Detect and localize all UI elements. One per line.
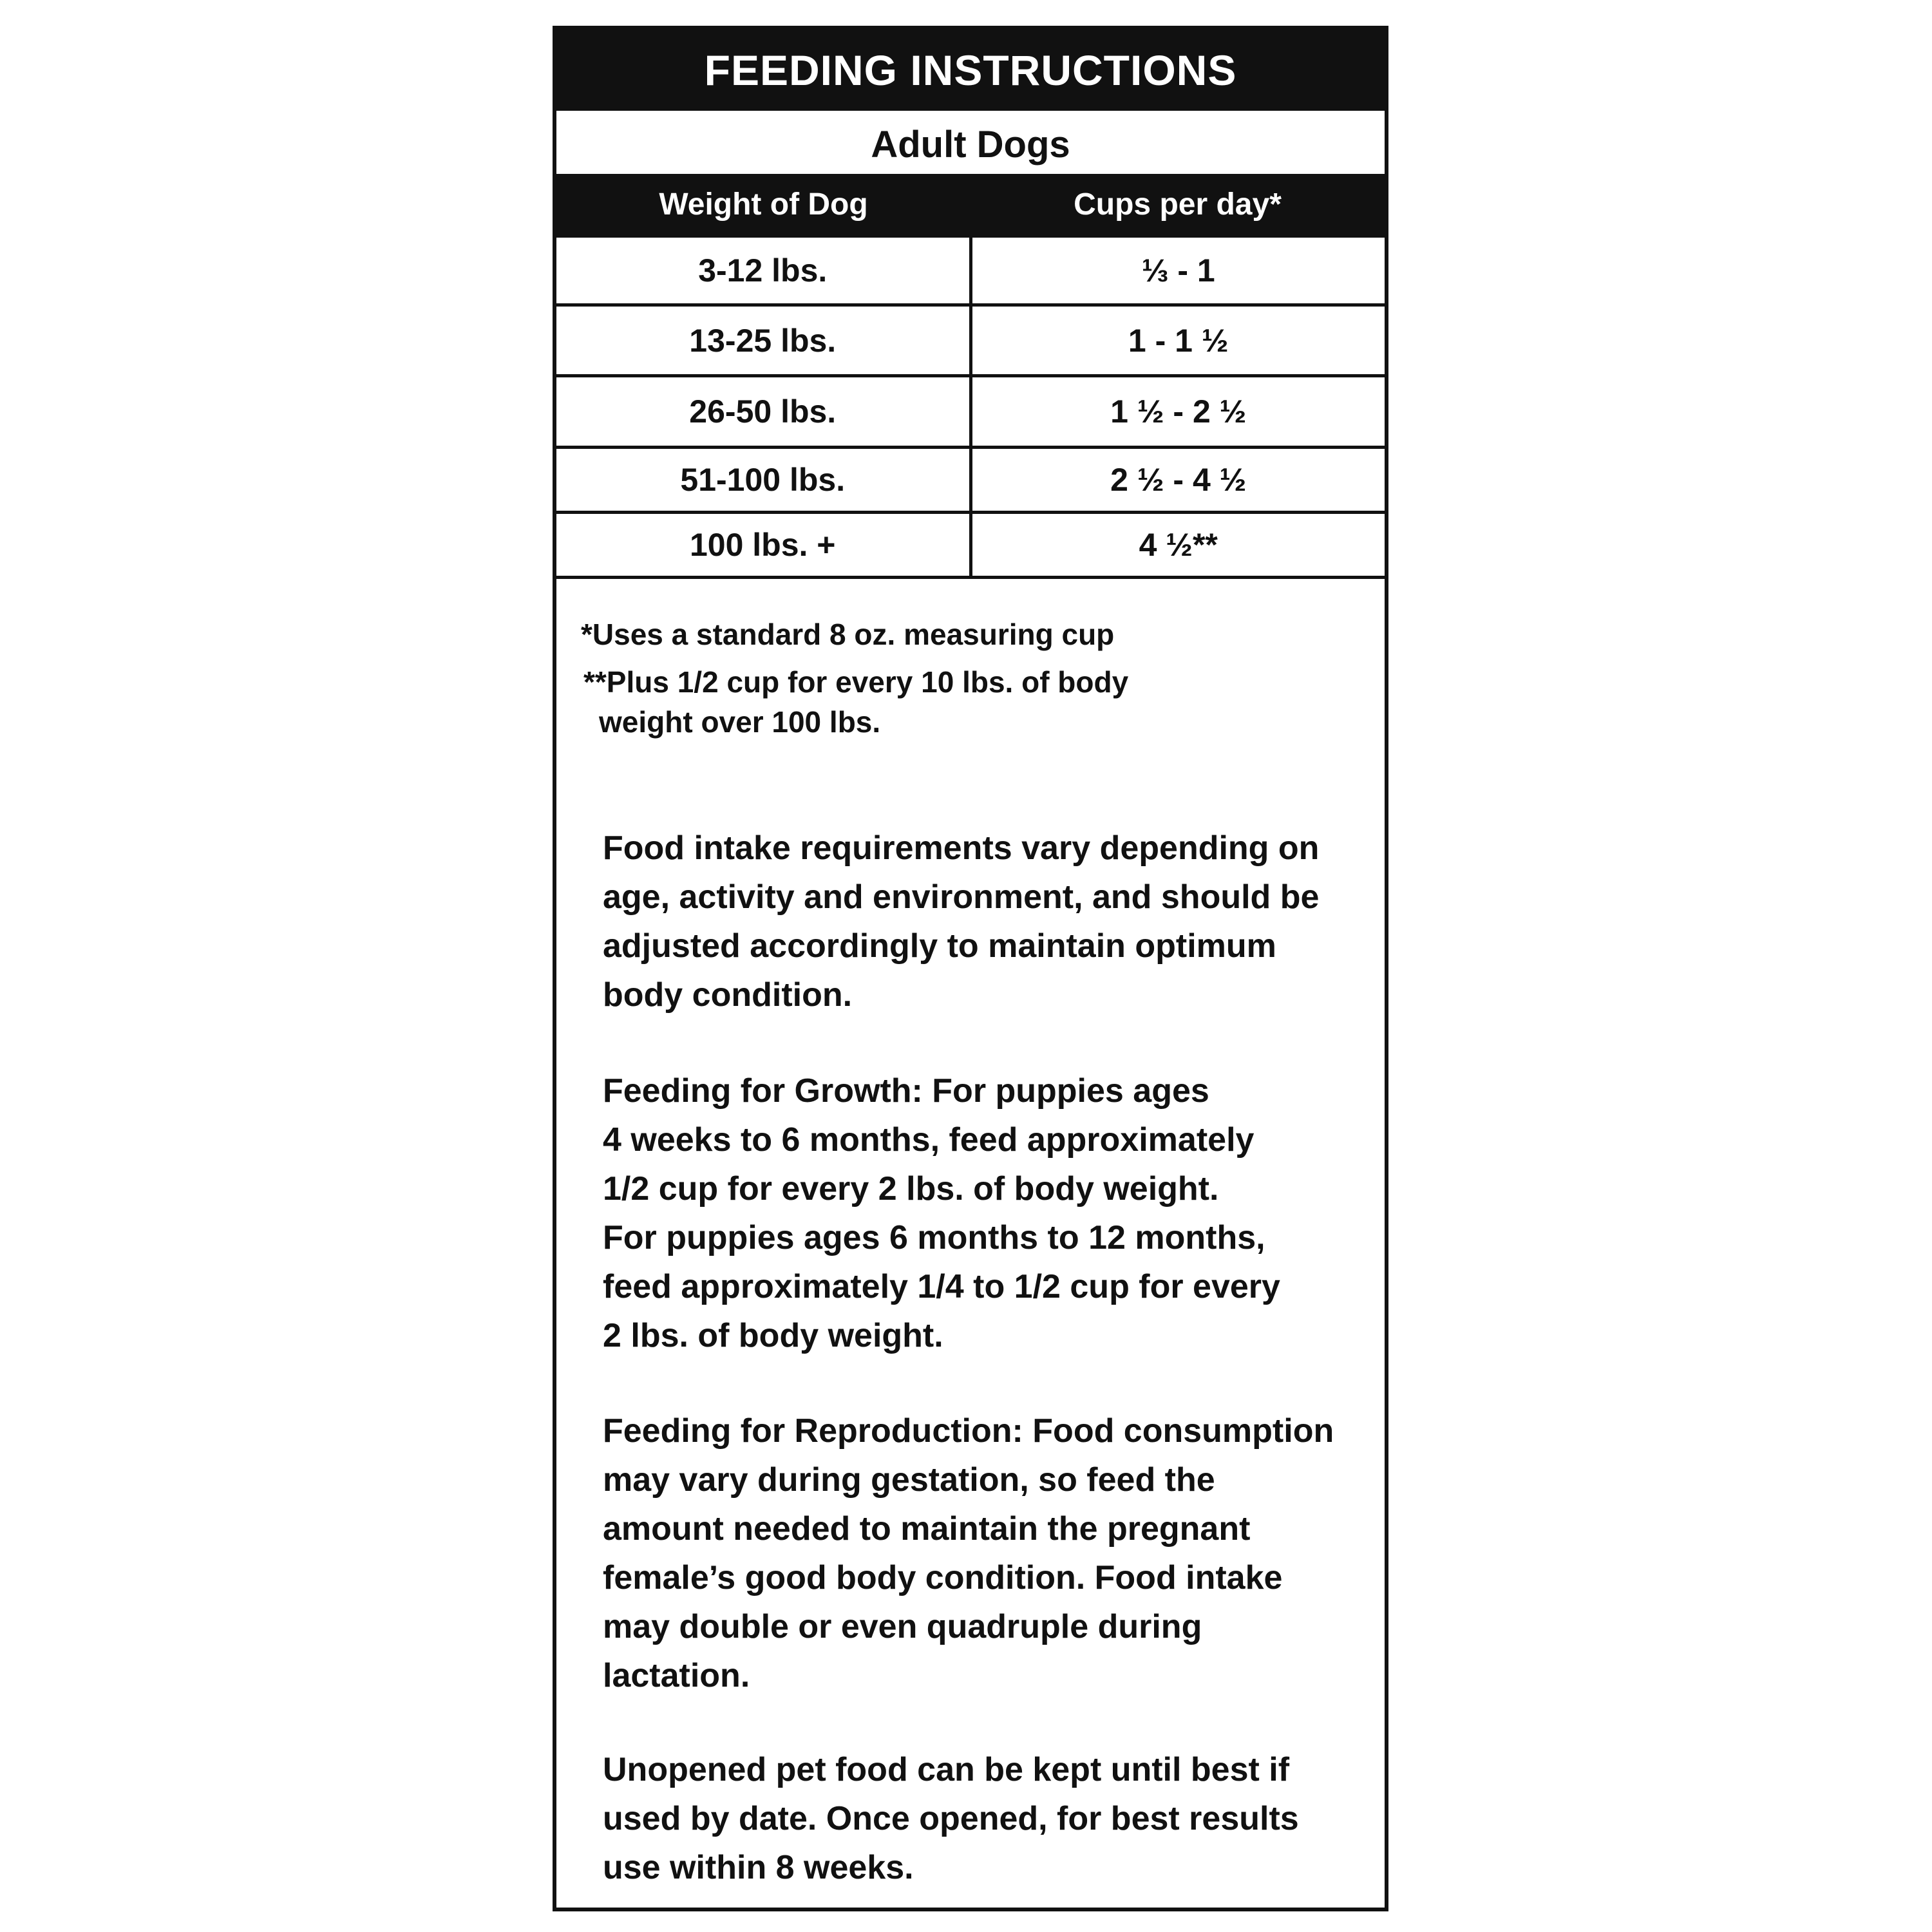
header-weight: Weight of Dog	[556, 174, 971, 236]
table-row	[556, 376, 1385, 448]
table-row	[556, 448, 1385, 513]
header-cups: Cups per day*	[971, 174, 1385, 236]
feeding-instructions-panel	[553, 26, 1388, 1911]
weight-cell: 26-50 lbs.	[556, 376, 971, 448]
weight-cell: 51-100 lbs.	[556, 448, 971, 513]
paragraph-reproduction: Feeding for Reproduction: Food consumption may vary during gestation, so feed the amount needed to maintain the pregnant female’s good body condition. Food intake may double or even quadruple during lactation.	[603, 1412, 1334, 1694]
table-header-row	[556, 174, 1385, 236]
weight-cell: 13-25 lbs.	[556, 305, 971, 376]
cups-cell: 1 ½ - 2 ½	[971, 376, 1385, 448]
cups-cell: 1 - 1 ½	[971, 305, 1385, 376]
footnote-double-asterisk: **Plus 1/2 cup for every 10 lbs. of body weight over 100 lbs.	[583, 665, 1129, 739]
footnote-single-asterisk: *Uses a standard 8 oz. measuring cup	[581, 618, 1115, 651]
footnotes	[581, 614, 1359, 742]
panel-title: FEEDING INSTRUCTIONS	[556, 30, 1385, 115]
table-row	[556, 513, 1385, 578]
paragraph-growth: Feeding for Growth: For puppies ages 4 weeks to 6 months, feed approximately 1/2 cup for every 2 lbs. of body weight. For puppies ages 6 months to 12 months, feed approximately 1/4 to 1/2 cup for every 2 lbs. of body weight.	[603, 1072, 1280, 1354]
table-subtitle: Adult Dogs	[871, 123, 1070, 166]
cups-cell: 4 ½**	[971, 513, 1385, 578]
cups-cell: 2 ½ - 4 ½	[971, 448, 1385, 513]
weight-cell: 3-12 lbs.	[556, 236, 971, 305]
weight-cell: 100 lbs. +	[556, 513, 971, 578]
cups-cell: ⅓ - 1	[971, 236, 1385, 305]
table-row	[556, 236, 1385, 305]
paragraph-intake: Food intake requirements vary depending on age, activity and environment, and should be adjusted accordingly to maintain optimum body condition.	[603, 829, 1320, 1014]
feeding-table	[556, 174, 1385, 579]
table-row	[556, 305, 1385, 376]
paragraph-storage: Unopened pet food can be kept until best if used by date. Once opened, for best results use within 8 weeks.	[603, 1751, 1299, 1886]
